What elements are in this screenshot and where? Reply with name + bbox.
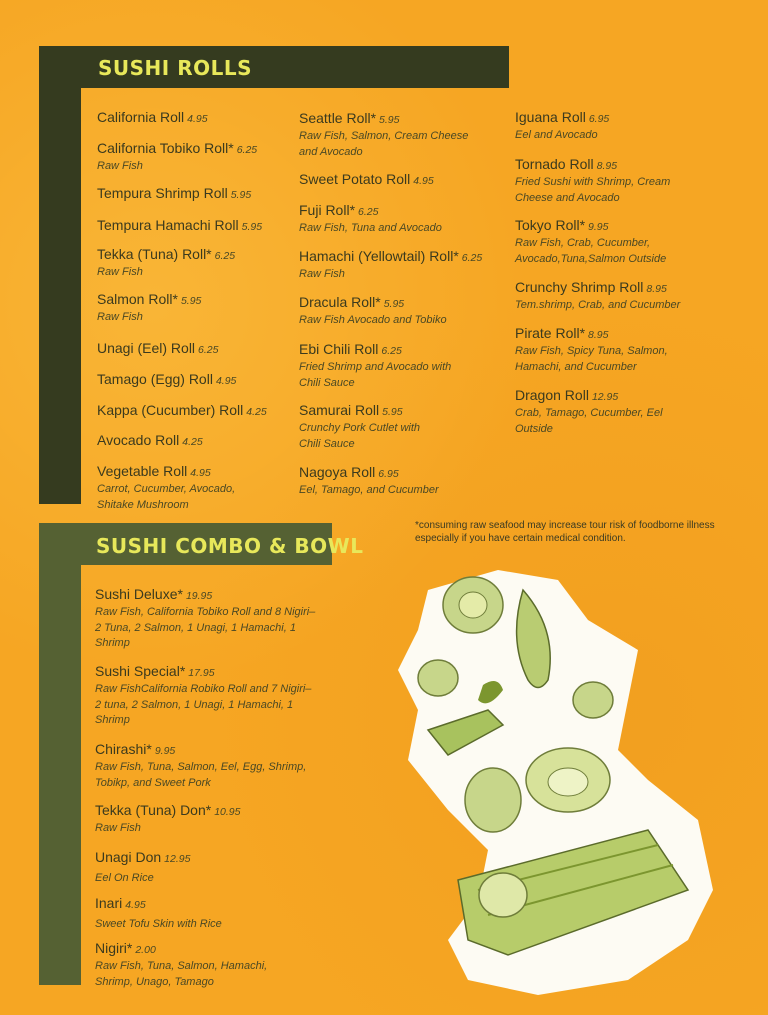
item-name: Dragon Roll	[515, 387, 589, 403]
menu-item	[97, 463, 272, 513]
item-description: Raw Fish Avocado and Tobiko	[299, 314, 447, 326]
menu-item	[299, 171, 504, 189]
item-description: Fried Shrimp and Avocado with Chili Sauce	[299, 361, 452, 389]
menu-item	[515, 387, 665, 437]
item-name: Avocado Roll	[97, 432, 180, 448]
raw-seafood-disclaimer: *consuming raw seafood may increase tour risk of foodborne illness especially if you have certain medical condition.	[415, 520, 715, 544]
menu-item	[95, 663, 320, 729]
menu-item	[95, 586, 320, 652]
item-price: 4.95	[413, 175, 434, 187]
item-price: 6.25	[381, 345, 402, 357]
item-description: Raw Fish, Spicy Tuna, Salmon, Hamachi, and Cucumber	[515, 345, 668, 373]
menu-item	[97, 340, 302, 358]
item-price: 5.95	[379, 114, 400, 126]
item-name: Tamago (Egg) Roll	[97, 371, 213, 387]
menu-item	[299, 341, 459, 391]
item-name: Fuji Roll*	[299, 202, 356, 218]
item-name: Unagi (Eel) Roll	[97, 340, 196, 356]
item-price: 5.95	[180, 295, 202, 307]
item-name: Sushi Deluxe*	[95, 586, 183, 602]
item-price: 4.95	[125, 899, 146, 911]
item-name: Hamachi (Yellowtail) Roll*	[299, 248, 459, 264]
menu-item	[97, 371, 302, 389]
menu-item	[299, 248, 504, 283]
item-price: 12.95	[591, 391, 619, 403]
menu-item	[95, 802, 335, 837]
item-description: Raw Fish, Tuna, Salmon, Eel, Egg, Shrimp, Tobikp, and Sweet Pork	[95, 761, 307, 789]
item-price: 17.95	[188, 667, 215, 679]
combo-side-bar	[39, 523, 81, 985]
item-description: Eel On Rice	[95, 872, 154, 884]
item-name: Ebi Chili Roll	[299, 341, 379, 357]
item-name: Salmon Roll*	[97, 291, 178, 307]
item-price: 4.95	[215, 375, 237, 387]
item-name: Tekka (Tuna) Don*	[95, 802, 212, 818]
item-price: 19.95	[185, 590, 213, 602]
item-name: Seattle Roll*	[299, 110, 377, 126]
menu-item	[97, 217, 302, 235]
item-price: 6.25	[461, 252, 483, 264]
menu-item	[299, 202, 504, 237]
item-price: 8.95	[646, 283, 667, 295]
rolls-side-bar	[39, 46, 81, 504]
menu-item	[515, 156, 700, 206]
menu-item	[515, 217, 715, 267]
item-price: 6.95	[378, 468, 399, 480]
item-description: Raw Fish, Tuna and Avocado	[299, 222, 442, 234]
item-description: Tem.shrimp, Crab, and Cucumber	[515, 299, 681, 311]
menu-item	[299, 402, 429, 452]
item-price: 12.95	[164, 853, 191, 865]
item-description: Raw FishCalifornia Robiko Roll and 7 Nigiri– 2 tuna, 2 Salmon, 1 Unagi, 1 Hamachi, 1 Shrimp	[95, 683, 312, 726]
item-price: 5.95	[241, 221, 263, 233]
item-price: 4.95	[190, 467, 211, 479]
item-name: Pirate Roll*	[515, 325, 586, 341]
item-description: Raw Fish	[97, 266, 143, 278]
item-description: Eel and Avocado	[515, 129, 598, 141]
menu-item	[95, 895, 335, 933]
menu-item	[95, 741, 335, 791]
item-price: 6.25	[358, 206, 379, 218]
menu-item	[299, 110, 489, 160]
item-name: Kappa (Cucumber) Roll	[97, 402, 244, 418]
menu-item	[95, 940, 300, 990]
item-price: 5.95	[230, 189, 252, 201]
menu-item	[299, 464, 489, 499]
item-name: Dracula Roll*	[299, 294, 381, 310]
item-price: 8.95	[588, 329, 609, 341]
rolls-section-title: SUSHI ROLLS	[98, 56, 252, 80]
item-description: Crab, Tamago, Cucumber, Eel Outside	[515, 407, 663, 435]
sushi-illustration	[388, 560, 718, 1000]
item-price: 10.95	[214, 806, 241, 818]
item-name: Nagoya Roll	[299, 464, 376, 480]
item-description: Crunchy Pork Cutlet with Chili Sauce	[299, 422, 421, 450]
item-price: 9.95	[588, 221, 609, 233]
item-description: Raw Fish	[97, 160, 143, 172]
item-name: Sushi Special*	[95, 663, 186, 679]
item-price: 4.95	[187, 113, 208, 125]
item-price: 4.25	[246, 406, 267, 418]
menu-item	[97, 140, 302, 175]
item-price: 6.25	[198, 344, 219, 356]
menu-item	[97, 291, 302, 326]
item-description: Raw Fish	[97, 311, 143, 323]
item-price: 5.95	[382, 406, 403, 418]
item-description: Raw Fish, Crab, Cucumber, Avocado,Tuna,Salmon Outside	[515, 237, 667, 265]
item-name: Inari	[95, 895, 123, 911]
item-name: Unagi Don	[95, 849, 162, 865]
item-name: Chirashi*	[95, 741, 152, 757]
menu-item	[97, 185, 302, 203]
menu-item	[97, 432, 302, 450]
item-description: Fried Sushi with Shrimp, Cream Cheese and Avocado	[515, 176, 671, 204]
item-name: Vegetable Roll	[97, 463, 188, 479]
item-price: 8.95	[596, 160, 618, 172]
item-description: Carrot, Cucumber, Avocado, Shitake Mushroom	[97, 483, 236, 511]
menu-item	[97, 402, 302, 420]
item-name: California Tobiko Roll*	[97, 140, 234, 156]
item-price: 2.00	[135, 944, 156, 956]
item-name: California Roll	[97, 109, 185, 125]
item-name: Iguana Roll	[515, 109, 586, 125]
item-price: 6.25	[214, 250, 236, 262]
item-name: Nigiri*	[95, 940, 133, 956]
menu-item	[515, 109, 720, 144]
menu-item	[97, 109, 302, 127]
item-name: Sweet Potato Roll	[299, 171, 411, 187]
item-price: 6.25	[236, 144, 258, 156]
item-description: Eel, Tamago, and Cucumber	[299, 484, 439, 496]
item-description: Raw Fish, Tuna, Salmon, Hamachi, Shrimp, Unago, Tamago	[95, 960, 268, 988]
item-name: Tekka (Tuna) Roll*	[97, 246, 212, 262]
item-name: Samurai Roll	[299, 402, 380, 418]
menu-item	[97, 246, 302, 281]
item-name: Tempura Hamachi Roll	[97, 217, 239, 233]
item-price: 4.25	[182, 436, 203, 448]
item-description: Raw Fish, California Tobiko Roll and 8 Nigiri– 2 Tuna, 2 Salmon, 1 Unagi, 1 Hamachi, 1 Shrimp	[95, 606, 316, 649]
item-name: Tokyo Roll*	[515, 217, 586, 233]
item-price: 9.95	[154, 745, 176, 757]
menu-item	[515, 279, 715, 314]
item-description: Sweet Tofu Skin with Rice	[95, 918, 222, 930]
combo-section-title: SUSHI COMBO & BOWL	[96, 534, 364, 558]
item-price: 6.95	[588, 113, 610, 125]
item-name: Crunchy Shrimp Roll	[515, 279, 644, 295]
item-description: Raw Fish	[95, 822, 141, 834]
item-price: 5.95	[383, 298, 405, 310]
item-name: Tempura Shrimp Roll	[97, 185, 228, 201]
item-description: Raw Fish	[299, 268, 345, 280]
menu-item	[95, 849, 335, 887]
menu-item	[299, 294, 504, 329]
item-name: Tornado Roll	[515, 156, 594, 172]
item-description: Raw Fish, Salmon, Cream Cheese and Avocado	[299, 130, 469, 158]
menu-item	[515, 325, 700, 375]
